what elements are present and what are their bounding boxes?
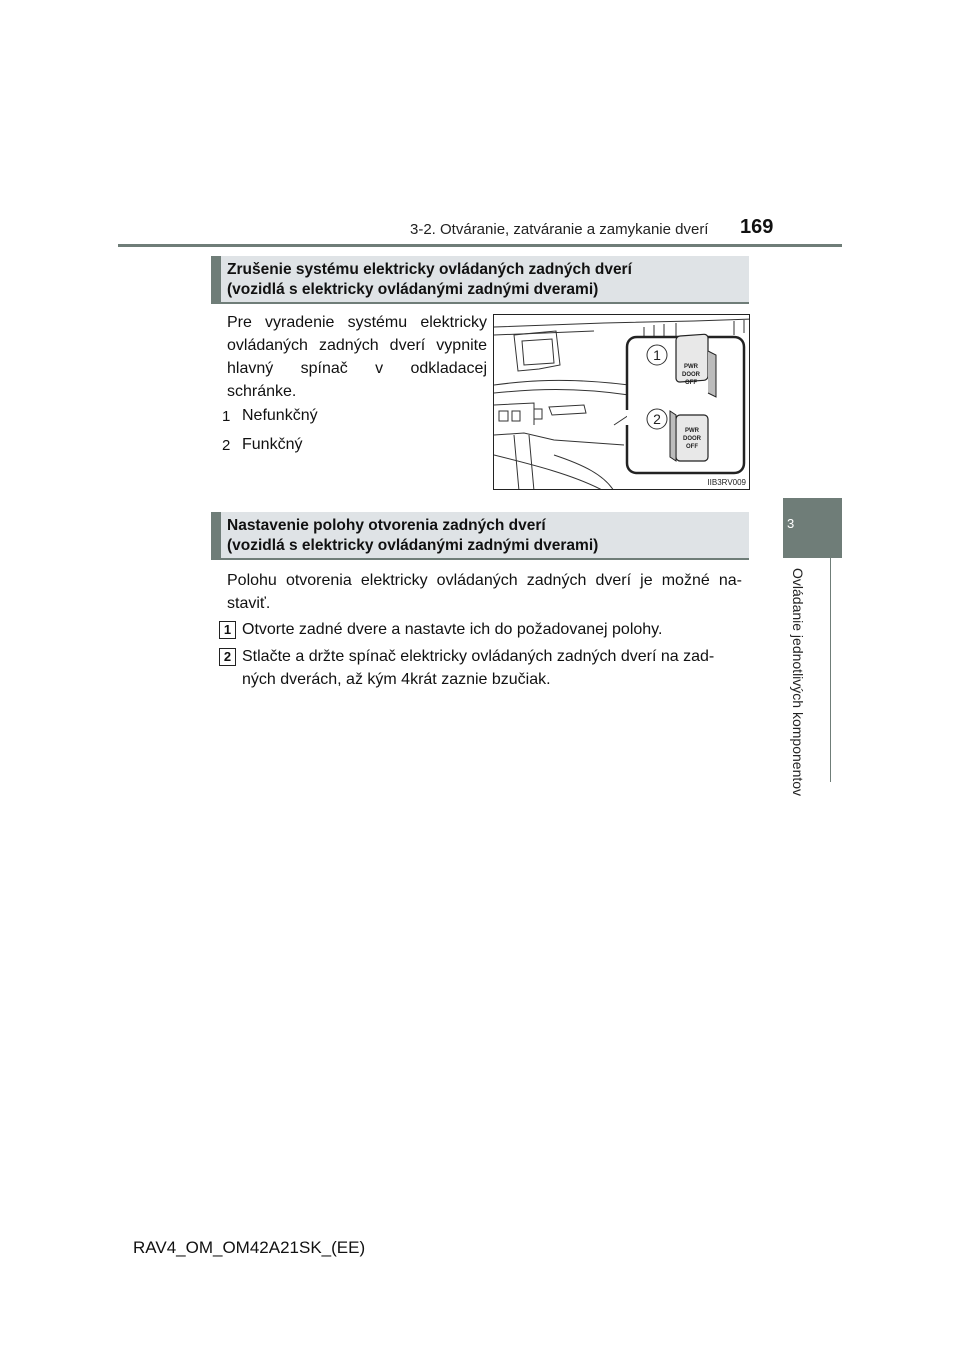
header-divider [118,244,842,247]
section2-paragraph: Polohu otvorenia elektricky ovládaných zadných dverí je možné na-staviť. [227,572,742,612]
section1-paragraph: Pre vyradenie systému elektricky ovládaných zadných dverí vypnite hlavný spínač v odkladacej schránke. [227,314,487,400]
section2-heading-line2: (vozidlá s elektricky ovládanými zadnými dverami) [227,537,599,554]
switch2-label-2: DOOR [683,436,701,442]
chapter-number: 3 [787,516,795,531]
switch1-label-2: DOOR [682,372,700,378]
item2-number: 2 [222,437,231,454]
switch1-label-1: PWR [684,364,698,370]
item2-text: Funkčný [242,436,303,453]
step2-text-line1: Stlačte a držte spínač elektricky ovládaných zadných dverí na zad- [242,648,715,665]
callout-1: 1 [653,347,661,363]
section1-heading [211,256,749,304]
section2-heading-line1: Nastavenie polohy otvorenia zadných dverí [227,517,546,534]
item1-text: Nefunkčný [242,407,318,424]
chapter-title-vertical [790,568,810,808]
item1-number: 1 [222,408,231,425]
step1-number: 1 [219,621,236,639]
chapter-tab [783,498,842,558]
section1-heading-line1: Zrušenie systému elektricky ovládaných zadných dverí [227,261,632,278]
callout-2: 2 [653,411,661,427]
glovebox-switch-illustration [493,314,750,490]
document-code: RAV4_OM_OM42A21SK_(EE) [133,1238,366,1257]
step2-text-line2: ných dverách, až kým 4krát zaznie bzučiak. [242,671,551,688]
switch1-label-3: OFF [685,380,697,386]
chapter-title: Ovládanie jednotlivých komponentov [790,568,806,797]
switch2-label-1: PWR [685,428,699,434]
figure-code: IIB3RV009 [707,478,746,487]
section1-heading-line2: (vozidlá s elektricky ovládanými zadnými dverami) [227,281,599,298]
page-number: 169 [740,216,774,238]
illustration-drawing [494,315,750,490]
section-header: 3-2. Otváranie, zatváranie a zamykanie dverí [410,221,709,238]
section2-heading [211,512,749,560]
switch-on-position [670,411,708,461]
step1-text: Otvorte zadné dvere a nastavte ich do požadovanej polohy. [242,621,663,638]
switch2-label-3: OFF [686,444,698,450]
step2-number: 2 [219,648,236,666]
sidebar-divider [830,558,831,782]
